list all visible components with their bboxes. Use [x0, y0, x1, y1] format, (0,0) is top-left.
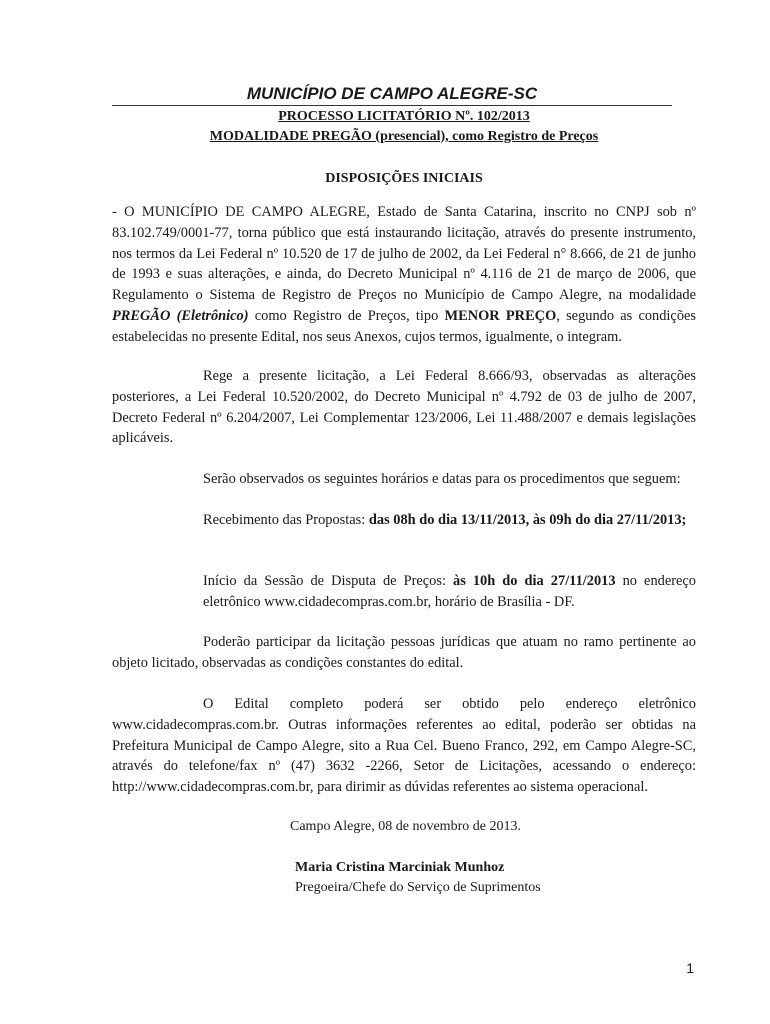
- paragraph-intro: [112, 202, 696, 348]
- intro-type-emphasis: MENOR PREÇO: [444, 307, 557, 324]
- intro-text-a: - O MUNICÍPIO DE CAMPO ALEGRE, Estado de Santa Catarina, inscrito no CNPJ sob nº 83.102.749/0001-77, torna público que está instaurando licitação, através do presente instrumento, nos termos da Lei Federal nº 10.520 de 17 de julho de 2002, da Lei Federal n° 8.666, de 21 de junho de 1993 e suas alterações, e ainda, do Decreto Municipal nº 4.116 de 21 de março de 2006, que Regulamento o Sistema de Registro de Preços no Município de Campo Alegre, na modalidade: [112, 204, 696, 304]
- paragraph-legislation: Rege a presente licitação, a Lei Federal 8.666/93, observadas as alterações posteriores, a Lei Federal 10.520/2002, do Decreto Municipal nº 4.792 de 03 de julho de 2007, Decreto Federal nº 6.204/2007, Lei Complementar 123/2006, Lei 11.488/2007 e demais legislações aplicáveis.: [112, 368, 696, 447]
- process-number: PROCESSO LICITATÓRIO Nº. 102/2013: [278, 109, 530, 124]
- paragraph-schedule-intro: Serão observados os seguintes horários e datas para os procedimentos que seguem:: [203, 471, 681, 487]
- intro-modality-emphasis: PREGÃO (Eletrônico): [112, 307, 249, 324]
- proposals-label: Recebimento das Propostas:: [203, 512, 369, 528]
- page-number: 1: [686, 960, 694, 976]
- proposals-dates: das 08h do dia 13/11/2013, às 09h do dia 27/11/2013;: [368, 512, 687, 528]
- municipality-title: MUNICÍPIO DE CAMPO ALEGRE-SC: [246, 84, 538, 103]
- session-label: Início da Sessão de Disputa de Preços:: [203, 573, 453, 589]
- session-rest: no endereço eletrônico www.cidadecompras.com.br, horário de Brasília - DF.: [203, 573, 696, 610]
- signatory-name: Maria Cristina Marciniak Munhoz: [295, 860, 505, 875]
- paragraph-session-start: [203, 571, 696, 613]
- section-title: DISPOSIÇÕES INICIAIS: [325, 171, 483, 186]
- session-date: às 10h do dia 27/11/2013: [453, 573, 616, 589]
- paragraph-edital-info: O Edital completo poderá ser obtido pelo endereço eletrônico www.cidadecompras.com.br. Outras informações referentes ao edital, poderão ser obtidas na Prefeitura Municipal de Campo Alegre, sito a Rua Cel. Bueno Franco, 292, em Campo Alegre-SC, através do telefone/fax nº (47) 3632 -2266, Setor de Licitações, acessando o endereço: http://www.cidadecompras.com.br, para dirimir as dúvidas referentes ao sistema operacional.: [112, 696, 696, 796]
- modality-line: MODALIDADE PREGÃO (presencial), como Registro de Preços: [209, 129, 599, 144]
- intro-text-e: , segundo as condições estabelecidas no presente Edital, nos seus Anexos, cujos termos, igualmente, o integram.: [112, 307, 697, 345]
- paragraph-proposals-receipt: [203, 510, 696, 531]
- signatory-role: Pregoeira/Chefe do Serviço de Suprimentos: [295, 880, 541, 895]
- intro-text-c: como Registro de Preços, tipo: [248, 307, 445, 324]
- paragraph-participation: Poderão participar da licitação pessoas jurídicas que atuam no ramo pertinente ao objeto licitado, observadas as condições constantes do edital.: [112, 634, 696, 671]
- date-line: Campo Alegre, 08 de novembro de 2013.: [290, 819, 521, 834]
- header-divider: [112, 105, 672, 106]
